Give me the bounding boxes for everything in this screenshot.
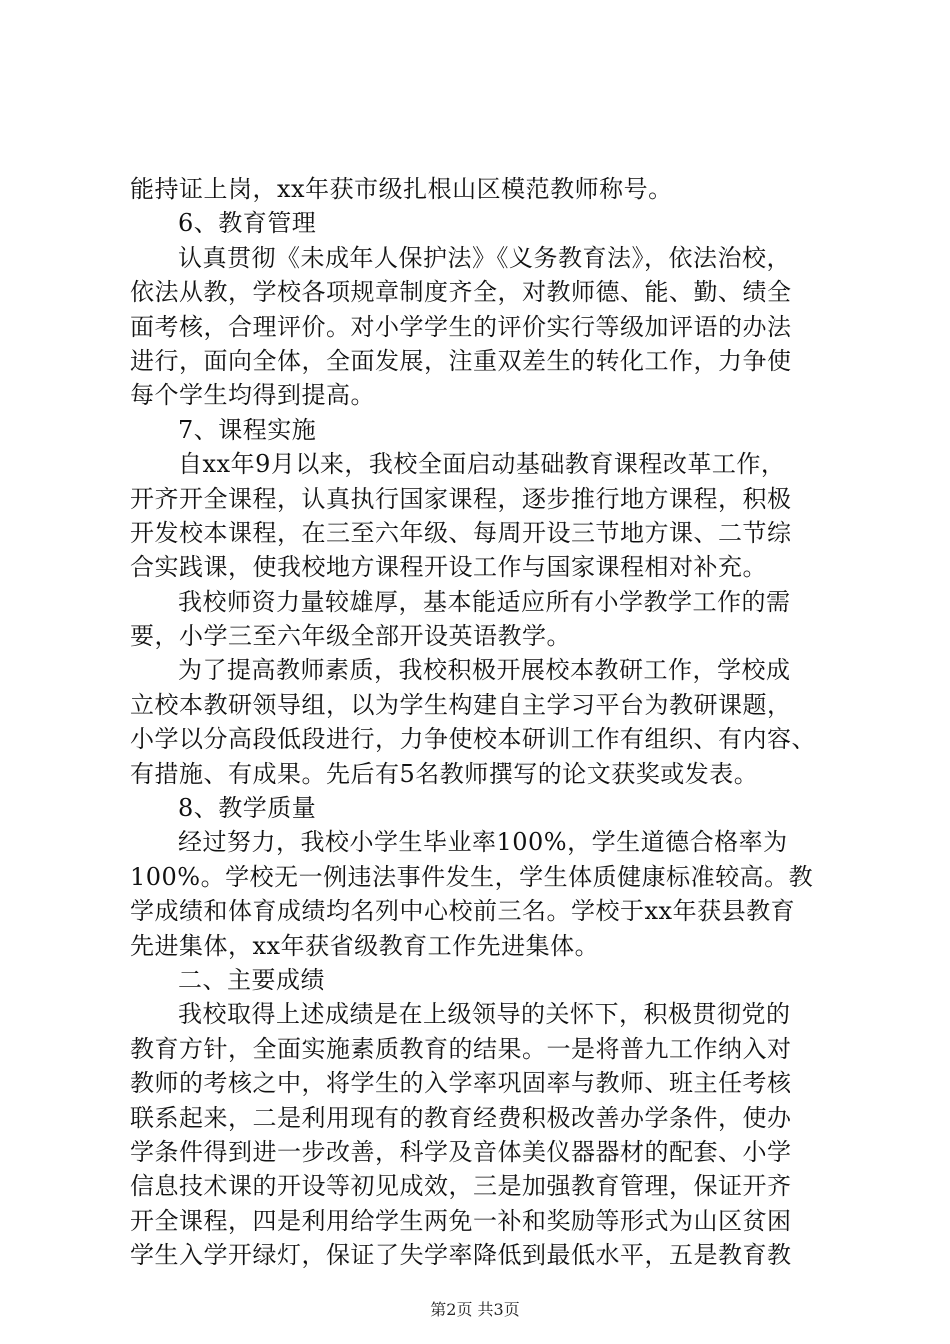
text-line: 认真贯彻《未成年人保护法》《义务教育法》，依法治校， xyxy=(178,243,791,272)
text-line: 8、教学质量 xyxy=(178,794,317,823)
text-line: 6、教育管理 xyxy=(178,209,317,238)
text-line: 我校师资力量较雄厚，基本能适应所有小学教学工作的需 xyxy=(178,587,791,616)
text-line: 自xx年9月以来，我校全面启动基础教育课程改革工作， xyxy=(178,450,786,479)
text-line: 进行，面向全体，全面发展，注重双差生的转化工作，力争使 xyxy=(130,346,792,375)
text-line: 信息技术课的开设等初见成效，三是加强教育管理，保证开齐 xyxy=(130,1172,792,1201)
text-line: 开全课程，四是利用给学生两免一补和奖励等形式为山区贫困 xyxy=(130,1206,792,1235)
text-line: 能持证上岗，xx年获市级扎根山区模范教师称号。 xyxy=(130,175,673,203)
text-line: 合实践课，使我校地方课程开设工作与国家课程相对补充。 xyxy=(130,553,767,582)
page-footer: 第2页 共3页 xyxy=(430,1300,520,1319)
text-line: 立校本教研领导组，以为学生构建自主学习平台为教研课题， xyxy=(130,690,792,719)
text-line: 联系起来，二是利用现有的教育经费积极改善办学条件，使办 xyxy=(130,1103,792,1132)
document-body xyxy=(130,172,830,1273)
text-line: 我校取得上述成绩是在上级领导的关怀下，积极贯彻党的 xyxy=(178,1000,791,1029)
text-line: 100%。学校无一例违法事件发生，学生体质健康标准较高。教 xyxy=(130,862,814,891)
text-line: 二、主要成绩 xyxy=(178,965,325,994)
text-line: 教师的考核之中，将学生的入学率巩固率与教师、班主任考核 xyxy=(130,1069,792,1098)
text-line: 学生入学开绿灯，保证了失学率降低到最低水平，五是教育教 xyxy=(130,1241,792,1270)
text-line: 依法从教，学校各项规章制度齐全，对教师德、能、勤、绩全 xyxy=(130,278,792,307)
text-line: 每个学生均得到提高。 xyxy=(130,381,375,410)
text-line: 开发校本课程，在三至六年级、每周开设三节地方课、二节综 xyxy=(130,518,792,547)
text-line: 为了提高教师素质，我校积极开展校本教研工作，学校成 xyxy=(178,656,791,685)
text-line: 开齐开全课程，认真执行国家课程，逐步推行地方课程，积极 xyxy=(130,484,792,513)
text-line: 学成绩和体育成绩均名列中心校前三名。学校于xx年获县教育 xyxy=(130,897,796,926)
text-line: 面考核，合理评价。对小学学生的评价实行等级加评语的办法 xyxy=(130,312,792,341)
text-line: 小学以分高段低段进行，力争使校本研训工作有组织、有内容、 xyxy=(130,725,816,754)
text-line: 经过努力，我校小学生毕业率100%，学生道德合格率为 xyxy=(178,828,788,857)
text-line: 教育方针，全面实施素质教育的结果。一是将普九工作纳入对 xyxy=(130,1034,792,1063)
text-line: 要，小学三至六年级全部开设英语教学。 xyxy=(130,622,571,651)
text-line: 学条件得到进一步改善，科学及音体美仪器器材的配套、小学 xyxy=(130,1137,792,1166)
text-line: 有措施、有成果。先后有5名教师撰写的论文获奖或发表。 xyxy=(130,759,759,788)
text-line: 7、课程实施 xyxy=(178,415,317,444)
text-line: 先进集体，xx年获省级教育工作先进集体。 xyxy=(130,931,600,960)
